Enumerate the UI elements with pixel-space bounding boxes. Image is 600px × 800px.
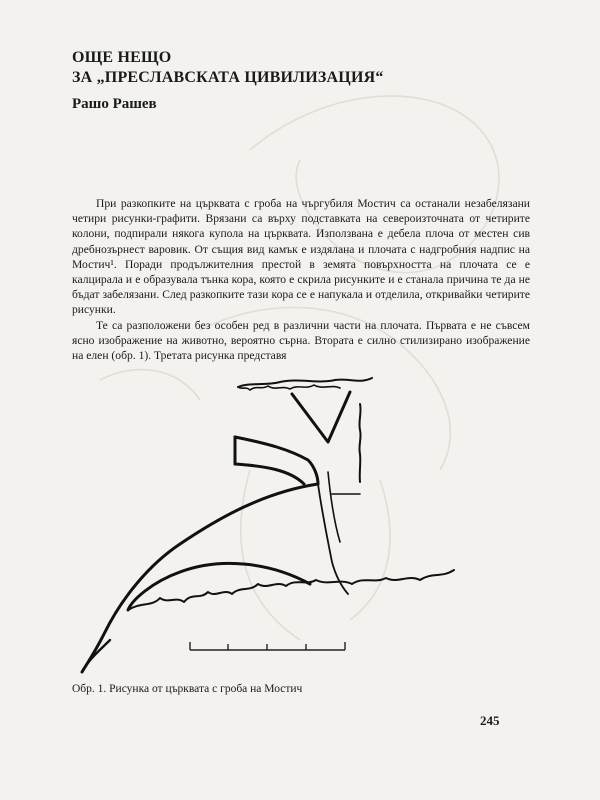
article-author: Рашо Рашев <box>72 96 157 112</box>
body-paragraph-1: При разкопките на църквата с гроба на чъргубиля Мостич са останали незабелязани четири рисунки-графити. Врязани са върху подставката на североизточната от четирите колони, подпирали някога купола на църквата. Използвана е дебела плоча от местен сив дребнозърнест варовик. От същия вид камък е издялана и плочата с надгробния надпис на Мостич¹. Поради продължителния престой в земята повърхността на плочата се е калцирала и е образувала тънка кора, която е скрила рисунките и е станала причина те да не бъдат забелязани. След разкопките тази кора се е напукала и отделила, откривайки четирите рисунки. <box>72 197 530 317</box>
article-title <box>72 48 532 88</box>
article-title-line-2: ЗА „ПРЕСЛАВСКАТА ЦИВИЛИЗАЦИЯ“ <box>72 69 384 86</box>
deer-graffito-figure <box>60 372 480 682</box>
page-number: 245 <box>480 713 500 728</box>
body-paragraph-2: Те са разположени без особен ред в различни части на плочата. Първата е не съвсем ясно изображение на животно, вероятно сърна. Втората е силно стилизирано изображение на елен (обр. 1). Третата рисунка представя <box>72 318 530 363</box>
article-title-line-1: ОЩЕ НЕЩО <box>72 49 172 66</box>
figure-caption: Обр. 1. Рисунка от църквата с гроба на Мостич <box>72 683 303 695</box>
article-body <box>72 196 530 363</box>
